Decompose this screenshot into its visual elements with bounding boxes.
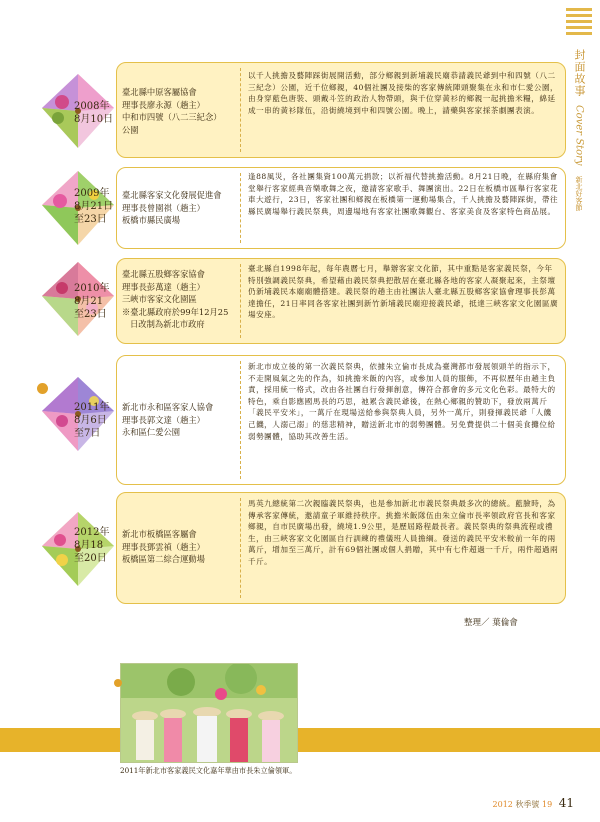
date-text: 8月21 bbox=[74, 296, 104, 307]
year-label bbox=[74, 526, 118, 565]
section-title-en: Cover Story bbox=[573, 105, 585, 166]
divider bbox=[240, 498, 241, 598]
event-description: 以千人挑擔及藝陣踩街展開活動，部分鄉親到新埔義民廟恭請義民爺到中和四號（八二三紀念）公園，近千位鄉親，40個社團及接柴的客家傳統陣頭聚集在永和市仁愛公園，由身穿藍色唐裝、頭戴斗笠的政治人物帶頭，與千位穿黃衫的鄉親一起挑擔米糧，綿延成一串的黃衫隊伍，沿街繞境到中和四號公園。晚上，請藥與客家採茶劇團表演。 bbox=[248, 71, 559, 115]
organizer-line: 新北市永和區客家人協會 bbox=[122, 402, 214, 412]
organizer-line: 理事長廖永源（趟主） bbox=[122, 99, 205, 110]
organizer-info bbox=[122, 86, 240, 136]
date-text: 至23日 bbox=[74, 309, 107, 320]
organizer-line: 日改制為新北市政府 bbox=[130, 319, 205, 329]
divider bbox=[240, 173, 241, 243]
organizer-line: 三峽市客家文化園區 bbox=[122, 294, 197, 304]
year-label bbox=[74, 187, 118, 226]
organizer-line: 臺北縣中原客屬協會 bbox=[122, 87, 197, 97]
organizer-line: 中和市四號（八二三紀念） bbox=[122, 112, 222, 122]
section-title: 封面故事 bbox=[573, 49, 586, 97]
event-description: 馬英九總統第二次親臨義民祭典，也是參加新北市義民祭典最多次的總統。藍臉時，為傳承客家傳統，邀請童子軍維持秩序。挑擔米飯隊伍由朱立倫市長率領政府官長和客家鄉親，自市民廣場出發，繞境1.9公里，是歷屆路程最長者。義民祭典的祭典流程或禮生，由三峽客家文化園區自行訓練的禮儀班人員擔綱。發送的義民平安米較前一年的兩萬斤，增加至三萬斤，計有69個社團或個人捐贈，其中有七件超過一千斤，兩件超過兩千斤。 bbox=[248, 499, 559, 566]
year-text: 2012年 bbox=[74, 527, 110, 538]
timeline-entry-2012 bbox=[38, 492, 566, 604]
timeline-entry-2011 bbox=[38, 355, 566, 485]
date-text: 至23日 bbox=[74, 214, 107, 225]
event-description: 逢88風災，各社團集資100萬元捐款；以祈福代替挑擔活動。8月21日晚，在縣府集會堂舉行客家經典音樂歌舞之夜，邀請客家歌手、舞團演出。22日在板橋市區舉行客家花車大遊行，23日，客家社團和鄉親在板橋第一運動場集合，千人挑擔及藝陣踩街，帶往縣民廣場舉行義民祭典，周邊場地有客家社團歌舞觀台、客家美食及客家特色商品展。 bbox=[248, 172, 559, 216]
bullet-dot bbox=[37, 383, 48, 394]
organizer-line: 理事長曾園祺（趟主） bbox=[122, 202, 205, 213]
organizer-line: 臺北縣客家文化發展促進會 bbox=[122, 190, 222, 200]
credit-line: 整理／ 葉倫會 bbox=[464, 618, 518, 628]
date-text: 8月21日 bbox=[74, 201, 114, 212]
organizer-line: 板橋市縣民廣場 bbox=[122, 215, 181, 225]
section-subtitle: 新北好客節 bbox=[575, 175, 583, 211]
page-number: 41 bbox=[558, 796, 574, 810]
organizer-info bbox=[122, 189, 240, 227]
organizer-info bbox=[122, 268, 240, 331]
organizer-line: 新北市板橋區客屬會 bbox=[122, 529, 197, 539]
organizer-line: ※臺北縣政府於99年12月25 bbox=[122, 306, 229, 317]
organizer-line: 公園 bbox=[122, 124, 139, 135]
timeline-entry-2009 bbox=[38, 167, 566, 249]
year-label bbox=[74, 401, 118, 440]
organizer-line: 板橋區第二綜合運動場 bbox=[122, 554, 205, 564]
decor-bars bbox=[566, 8, 592, 35]
divider bbox=[240, 361, 241, 479]
date-text: 至7日 bbox=[74, 428, 101, 439]
footer-issue: 19 bbox=[541, 800, 553, 809]
organizer-line: 理事長鄧雲禎（趟主） bbox=[122, 541, 205, 552]
year-label bbox=[74, 100, 118, 126]
footer-year: 2012 bbox=[492, 800, 513, 809]
date-text: 8月10日 bbox=[74, 114, 114, 125]
year-text: 2008年 bbox=[74, 101, 110, 112]
bullet-dot bbox=[114, 679, 122, 687]
divider bbox=[240, 68, 241, 152]
event-description: 臺北縣自1998年起，每年農曆七月，舉辦客家文化節，其中重點是客家義民祭，今年特別強調義民祭典，希望藉由義民祭典把散居在臺北縣各地的客家人凝聚起來，主祭壇仍新埔義民本廟廟體搭建。義民祭的趟主由社團法人臺北縣五股鄉客家協會理事長彭萬達擔任，21日率同各客家社團到新竹新埔義民廟迎接義民爺，抵達三峽客家文化園區廣場安座。 bbox=[248, 264, 559, 320]
footer-season: 秋季號 bbox=[515, 800, 540, 809]
side-header bbox=[566, 8, 592, 211]
accent-band bbox=[0, 728, 600, 752]
timeline-entry-2010 bbox=[38, 258, 566, 344]
event-description: 新北市成立後的第一次義民祭典，依據朱立倫市長成為臺灣都市發展領頭羊的指示下，不走開風氣之先的作為，如挑擔米飯的內容，或參加人員的服飾，不再似歷年由趟主負責，採用統一格式，改由各社團自行發揮創意，傳符合都會的多元文化色彩。最特大的特色，乘自影應國馬長的巧思，祂累含義民爺後，在熱心鄉親的贊助下，發放兩萬斤「義民平安米」，一萬斤在現場送給參與祭典人員，另外一萬斤，則發揮義民爺「人饑己饑，人溺己溺」的慈悲精神，贈送新北市的弱勢團體。另免費提供二十個美食攤位給弱勢團體，協助其改善生活。 bbox=[248, 362, 556, 441]
organizer-info bbox=[122, 528, 240, 566]
date-text: 8月18 bbox=[74, 540, 104, 551]
year-text: 2010年 bbox=[74, 283, 110, 294]
divider bbox=[240, 264, 241, 338]
date-text: 8月6日 bbox=[74, 415, 107, 426]
timeline-entry-2008 bbox=[38, 62, 566, 158]
photo-caption: 2011年新北市客家義民文化嘉年華由市長朱立倫領軍。 bbox=[120, 766, 297, 775]
organizer-info bbox=[122, 401, 240, 439]
date-text: 至20日 bbox=[74, 553, 107, 564]
organizer-line: 理事長郭文達（趟主） bbox=[122, 414, 205, 425]
organizer-line: 臺北縣五股鄉客家協會 bbox=[122, 269, 205, 279]
festival-photo bbox=[120, 663, 298, 763]
year-text: 2011年 bbox=[74, 402, 110, 413]
organizer-line: 永和區仁愛公園 bbox=[122, 427, 181, 437]
year-label bbox=[74, 282, 118, 321]
page-footer bbox=[493, 796, 574, 810]
organizer-line: 理事長彭萬達（趟主） bbox=[122, 281, 205, 292]
year-text: 2009年 bbox=[74, 188, 110, 199]
